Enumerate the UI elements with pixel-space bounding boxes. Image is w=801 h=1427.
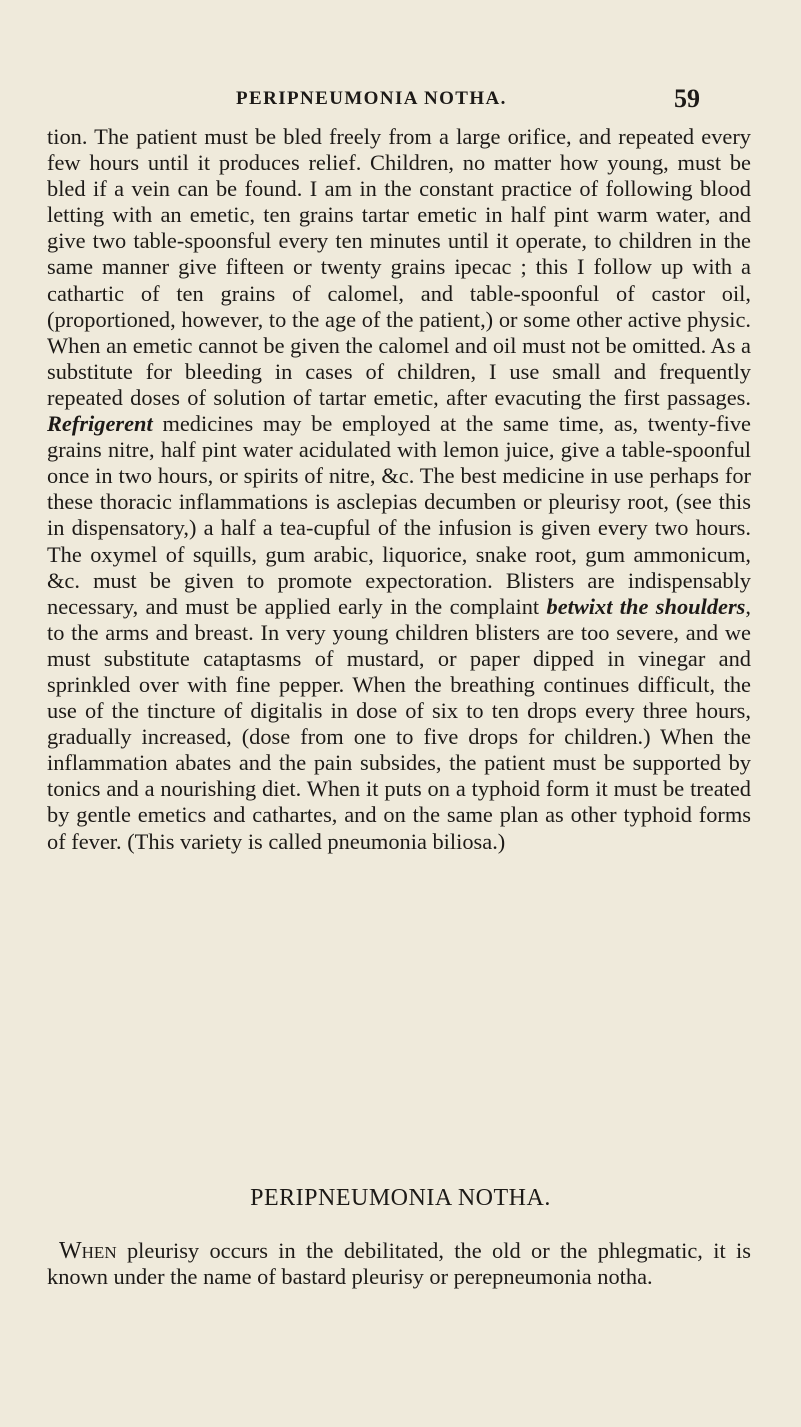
paragraph: [47, 1238, 751, 1290]
running-head: [0, 84, 801, 118]
paragraph: [47, 124, 751, 855]
section-heading: PERIPNEUMONIA NOTHA.: [250, 1185, 551, 1211]
text-run: tion. The patient must be bled freely from a large orifice, and repeated every few hours until it produces relief. Children, no matter how young, must be bled if a vein can be found. I am in the constant practice of following blood letting with an emetic, ten grains tartar emetic in half pint warm water, and give two table-spoonsful every ten minutes until it operate, to children in the same manner give fifteen or twenty grains ipecac ; this I follow up with a cathartic of ten grains of calomel, and table-spoonful of castor oil, (proportioned, however, to the age of the patient,) or some other active physic. When an emetic cannot be given the calomel and oil must not be omitted. As a substitute for bleeding in cases of children, I use small and frequently repeated doses of solution of tartar emetic, after evacuting the first passages.: [47, 124, 751, 410]
running-title: PERIPNEUMONIA NOTHA.: [236, 88, 507, 109]
text-run: , to the arms and breast. In very young children blisters are too severe, and we must substitute cataptasms of mustard, or paper dipped in vinegar and sprinkled over with fine pepper. When the breathing continues difficult, the use of the tincture of digitalis in dose of six to ten drops every three hours, gradually increased, (dose from one to five drops for children.) When the inflammation abates and the pain subsides, the patient must be supported by tonics and a nourishing diet. When it puts on a typhoid form it must be treated by gentle emetics and cathartes, and on the same plan as other typhoid forms of fever. (This variety is called pneumonia biliosa.): [47, 593, 751, 854]
emphasis-refrigerent: Refrigerent: [47, 411, 153, 437]
body-text: [47, 124, 751, 855]
text-run: pleurisy occurs in the debilitated, the old or the phlegmatic, it is known under the name of bastard pleurisy or perepneumonia notha.: [47, 1238, 751, 1290]
page-number: 59: [674, 84, 700, 113]
section-body: [47, 1238, 751, 1290]
lead-word: When: [59, 1238, 117, 1264]
emphasis-betwixt: betwixt the shoulders: [546, 593, 746, 619]
text-run: medicines may be employed at the same time, as, twenty-five grains nitre, half pint water acidulated with lemon juice, give a table-spoonful once in two hours, or spirits of nitre, &c. The best medicine in use perhaps for these thoracic inflammations is asclepias decumben or pleurisy root, (see this in dispensatory,) a half a tea-cupful of the infusion is given every two hours. The oxymel of squills, gum arabic, liquorice, snake root, gum ammonicum, &c. must be given to promote expectoration. Blisters are indispensably necessary, and must be applied early in the complaint: [47, 411, 751, 619]
